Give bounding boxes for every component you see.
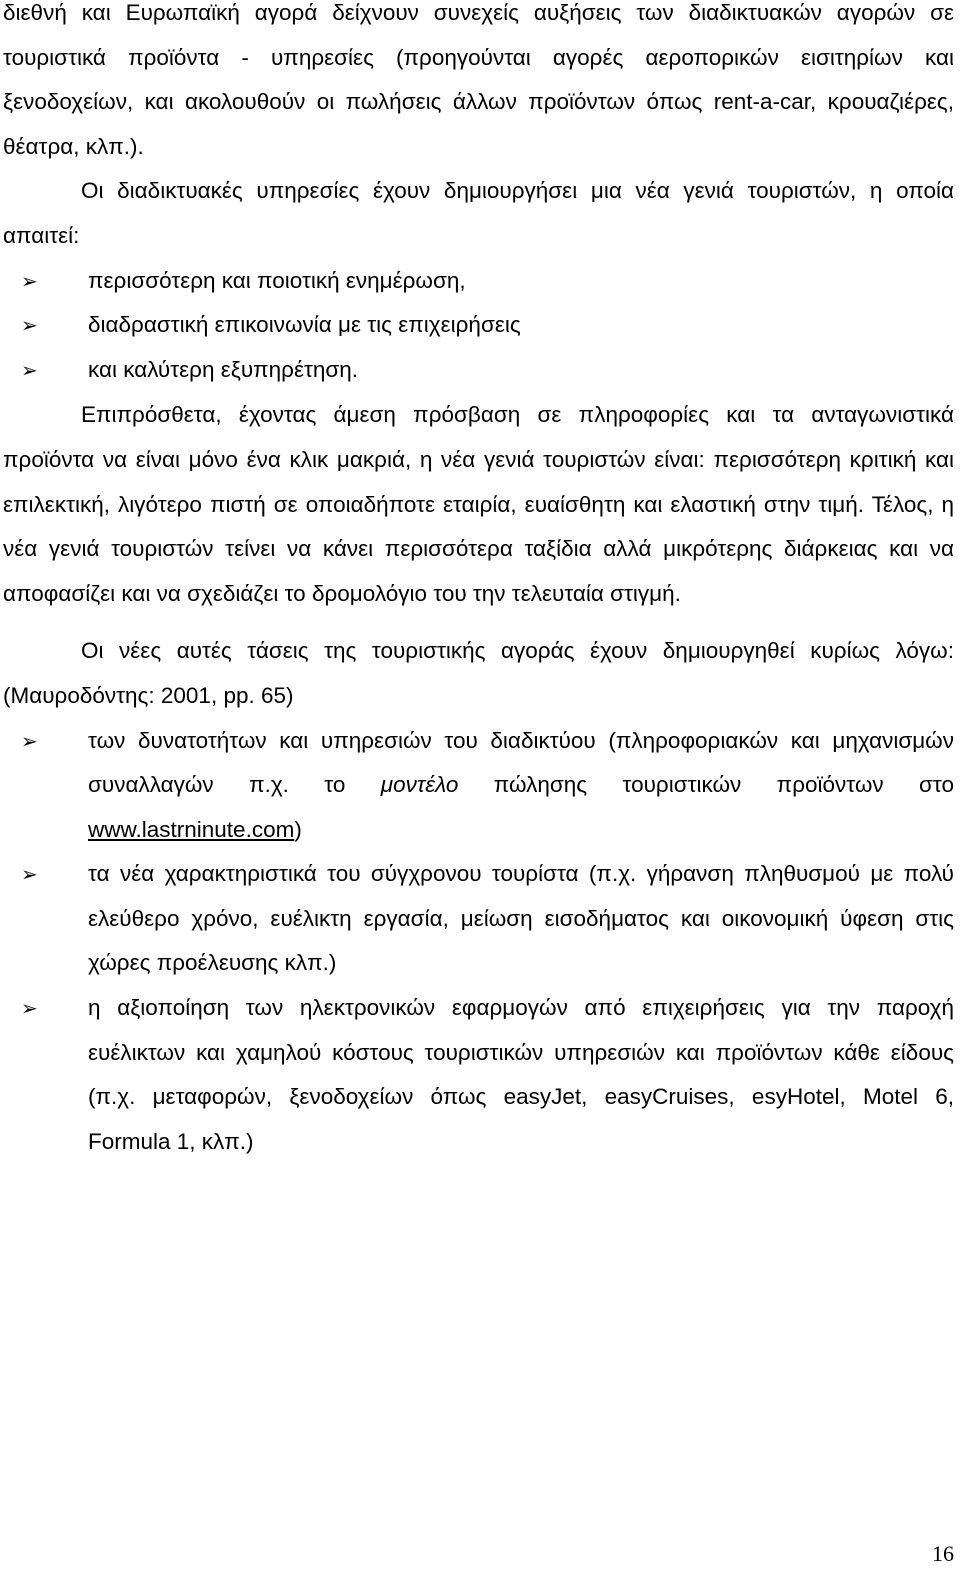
arrowhead-bullet-icon: ➢ [21, 996, 38, 1021]
paragraph-new-trends: Οι νέες αυτές τάσεις της τουριστικής αγοράς έχουν δημιουργηθεί κυρίως λόγω: (Μαυροδόντης: 2001, pp. 65) [3, 638, 954, 708]
list-item-text: ) [294, 816, 302, 842]
paragraph-new-generation: Οι διαδικτυακές υπηρεσίες έχουν δημιουργήσει μια νέα γενιά τουριστών, η οποία απαιτεί: [3, 178, 954, 248]
list-item-text: η αξιοποίηση των ηλεκτρονικών εφαρμογών από επιχειρήσεις για την παροχή ευέλικτων και χαμηλού κόστους τουριστικών υπηρεσιών και προϊόντων κάθε είδους (π.χ. μεταφορών, ξενοδοχείων όπως easyJet, easyCruises, esyHotel, Motel 6, Formula 1, κλπ.) [88, 995, 954, 1154]
arrowhead-bullet-icon: ➢ [21, 268, 38, 293]
list-item [3, 719, 954, 853]
list-item [3, 303, 954, 348]
document-body [3, 0, 954, 1164]
list-item-text: και καλύτερη εξυπηρέτηση. [88, 356, 359, 382]
list-item-text: των δυνατοτήτων και υπηρεσιών του διαδικτύου (πληροφοριακών και μηχανισμών συναλλαγών π.χ. το [88, 727, 954, 798]
arrowhead-bullet-icon: ➢ [21, 357, 38, 382]
paragraph-critical-tourists: Επιπρόσθετα, έχοντας άμεση πρόσβαση σε πληροφορίες και τα ανταγωνιστικά προϊόντα να είναι μόνο ένα κλικ μακριά, η νέα γενιά τουριστών είναι: περισσότερη κριτική και επιλεκτική, λιγότερο πιστή σε οποιαδήποτε εταιρία, ευαίσθητη και ελαστική στην τιμή. Τέλος, η νέα γενιά τουριστών τείνει να κάνει περισσότερα ταξίδια αλλά μικρότερης διάρκειας και να αποφασίζει και να σχεδιάζει το δρομολόγιο του την τελευταία στιγμή. [3, 402, 954, 606]
list-item [3, 348, 954, 393]
website-link[interactable]: www.lastrninute.com [88, 816, 295, 842]
arrowhead-bullet-icon: ➢ [21, 862, 38, 887]
causes-list [3, 719, 954, 1165]
list-item-text: τα νέα χαρακτηριστικά του σύγχρονου τουρίστα (π.χ. γήρανση πληθυσμού με πολύ ελεύθερο χρόνο, ευέλικτη εργασία, μείωση εισοδήματος και οικονομική ύφεση στις χώρες προέλευσης κλπ.) [88, 861, 954, 976]
requirements-list [3, 259, 954, 393]
emphasis-text: μοντέλο [380, 772, 459, 798]
list-item-text: περισσότερη και ποιοτική ενημέρωση, [88, 267, 466, 293]
paragraph-market-growth: διεθνή και Ευρωπαϊκή αγορά δείχνουν συνεχείς αυξήσεις των διαδικτυακών αγορών σε τουριστικά προϊόντα - υπηρεσίες (προηγούνται αγορές αεροπορικών εισιτηρίων και ξενοδοχείων, και ακολουθούν οι πωλήσεις άλλων προϊόντων όπως rent-a-car, κρουαζιέρες, θέατρα, κλπ.). [3, 0, 954, 159]
arrowhead-bullet-icon: ➢ [21, 728, 38, 753]
list-item [3, 986, 954, 1164]
list-item [3, 852, 954, 986]
arrowhead-bullet-icon: ➢ [21, 313, 38, 338]
list-item-text: πώλησης τουριστικών προϊόντων στο [458, 772, 955, 798]
page-number: 16 [932, 1541, 954, 1566]
list-item [3, 259, 954, 304]
list-item-text: διαδραστική επικοινωνία με τις επιχειρήσεις [88, 312, 521, 338]
